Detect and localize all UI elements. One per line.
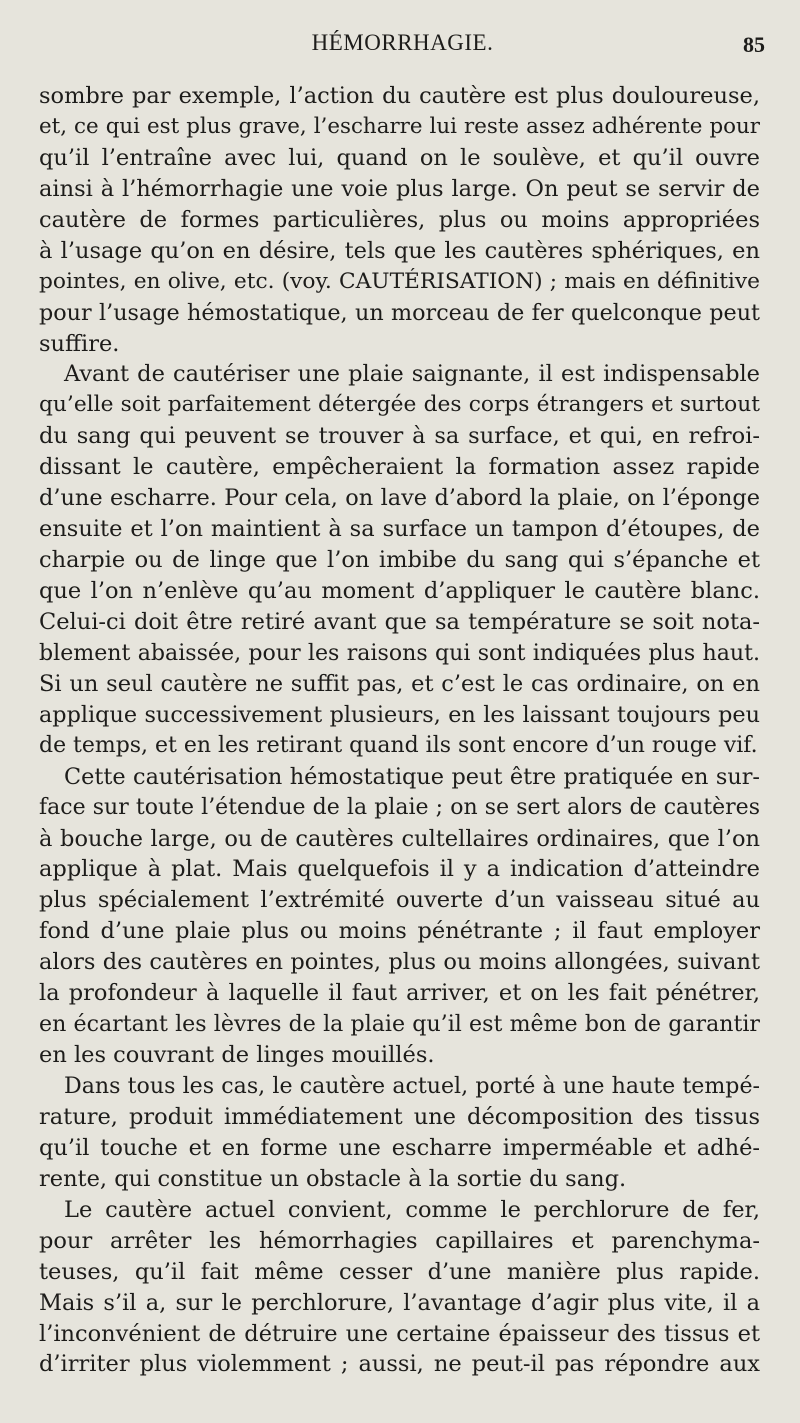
text-line: alors des cautères en pointes, plus ou moins allongées, suivant: [39, 949, 760, 976]
running-title: HÉMORRHAGIE.: [311, 30, 494, 55]
text-line: l’inconvénient de détruire une certaine épaisseur des tissus et: [39, 1320, 760, 1347]
text-line: Dans tous les cas, le cautère actuel, porté à une haute tempé-: [64, 1073, 760, 1099]
text-line: en les couvrant de linges mouillés.: [39, 1042, 435, 1069]
text-line: d’une escharre. Pour cela, on lave d’abord la plaie, on l’éponge: [39, 485, 760, 512]
text-line: la profondeur à laquelle il faut arriver, et on les fait pénétrer,: [39, 980, 760, 1007]
text-line: rature, produit immédiatement une décomposition des tissus: [39, 1103, 760, 1130]
body-text: [39, 81, 760, 1380]
text-line: ensuite et l’on maintient à sa surface un tampon d’étoupes, de: [39, 516, 760, 543]
text-line: teuses, qu’il fait même cesser d’une manière plus rapide.: [39, 1258, 760, 1285]
text-line: Celui-ci doit être retiré avant que sa température se soit nota-: [39, 608, 760, 635]
text-line: rente, qui constitue un obstacle à la sortie du sang.: [39, 1165, 627, 1192]
text-line: face sur toute l’étendue de la plaie ; on se sert alors de cautères: [39, 794, 760, 820]
text-line: qu’il touche et en forme une escharre imperméable et adhé-: [39, 1134, 760, 1161]
text-line: applique successivement plusieurs, en les laissant toujours peu: [39, 701, 760, 728]
text-line: sombre par exemple, l’action du cautère est plus douloureuse,: [39, 83, 760, 109]
text-line: de temps, et en les retirant quand ils sont encore d’un rouge vif.: [39, 732, 758, 758]
text-line: fond d’une plaie plus ou moins pénétrante ; il faut employer: [39, 918, 760, 945]
text-line: dissant le cautère, empêcheraient la formation assez rapide: [39, 454, 760, 481]
text-line: ainsi à l’hémorrhagie une voie plus large. On peut se servir de: [39, 175, 760, 202]
text-line: pour arrêter les hémorrhagies capillaires et parenchyma-: [39, 1227, 760, 1254]
text-line: Avant de cautériser une plaie saignante, il est indispensable: [64, 361, 760, 388]
text-line: Le cautère actuel convient, comme le perchlorure de fer,: [64, 1196, 760, 1223]
text-line: Si un seul cautère ne suffit pas, et c’est le cas ordinaire, on en: [39, 670, 760, 697]
text-line: suffire.: [39, 330, 120, 357]
text-line: d’irriter plus violemment ; aussi, ne peut-il pas répondre aux: [39, 1351, 760, 1378]
text-line: plus spécialement l’extrémité ouverte d’un vaisseau situé au: [39, 887, 760, 914]
text-line: et, ce qui est plus grave, l’escharre lui reste assez adhérente pour: [39, 113, 760, 139]
text-line: du sang qui peuvent se trouver à sa surface, et qui, en refroi-: [39, 423, 760, 450]
text-line: qu’il l’entraîne avec lui, quand on le soulève, et qu’il ouvre: [39, 144, 760, 171]
text-line: en écartant les lèvres de la plaie qu’il est même bon de garantir: [39, 1011, 760, 1038]
text-line: pointes, en olive, etc. (voy. CAUTÉRISATION) ; mais en définitive: [39, 268, 760, 294]
text-line: à l’usage qu’on en désire, tels que les cautères sphériques, en: [39, 237, 760, 264]
text-line: qu’elle soit parfaitement détergée des corps étrangers et surtout: [39, 392, 760, 418]
text-line: blement abaissée, pour les raisons qui sont indiquées plus haut.: [39, 639, 760, 666]
page-header: [40, 30, 765, 66]
text-line: Cette cautérisation hémostatique peut être pratiquée en sur-: [64, 763, 760, 790]
text-line: pour l’usage hémostatique, un morceau de fer quelconque peut: [39, 299, 760, 326]
text-line: applique à plat. Mais quelquefois il y a indication d’atteindre: [39, 856, 760, 883]
text-line: charpie ou de linge que l’on imbibe du sang qui s’épanche et: [39, 547, 760, 574]
text-line: que l’on n’enlève qu’au moment d’appliquer le cautère blanc.: [39, 578, 760, 604]
text-line: Mais s’il a, sur le perchlorure, l’avantage d’agir plus vite, il a: [39, 1289, 760, 1316]
page-number: 85: [743, 32, 765, 57]
text-line: cautère de formes particulières, plus ou moins appropriées: [39, 206, 760, 233]
text-line: à bouche large, ou de cautères cultellaires ordinaires, que l’on: [39, 825, 760, 852]
